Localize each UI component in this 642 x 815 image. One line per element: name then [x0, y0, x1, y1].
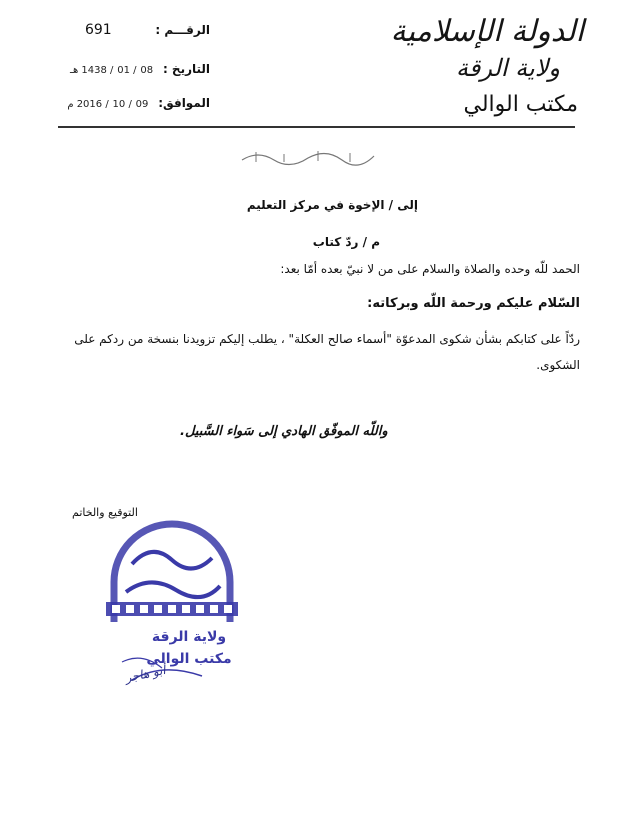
org-name-heading: الدولة الإسلامية: [390, 14, 584, 49]
opening-praise: الحمد للّه وحده والصلاة والسلام على من لا نبيّ بعده أمّا بعد:: [280, 262, 580, 276]
gregorian-date-label: الموافق:: [158, 96, 210, 110]
stamp-office-text: [114, 626, 264, 670]
stamp-province: ولاية الرقة: [151, 629, 227, 645]
body-paragraph: ردّاً على كتابكم بشأن شكوى المدعوّة "أسماء صالح العكلة" ، يطلب إليكم تزويدنا بنسخة من ردكم على الشكوى.: [74, 332, 580, 372]
hijri-year: 1438 هـ: [70, 65, 107, 76]
hijri-month: 01: [117, 65, 130, 76]
hijri-date-label: التاريخ :: [162, 62, 210, 76]
gregorian-year: 2016 م: [67, 99, 103, 110]
gregorian-date-row: الموافق: 09 / 10 / 2016 م: [67, 96, 210, 110]
signatory-name: أبو هاجر: [123, 662, 167, 686]
office-heading: مكتب الوالي: [463, 92, 578, 117]
reference-row: [60, 22, 210, 38]
subject-line: م / ردّ كتاب: [312, 235, 380, 249]
gregorian-day: 09: [135, 99, 149, 110]
greeting-line: السّلام عليكم ورحمة اللّه وبركاته:: [367, 296, 580, 311]
signature-label: التوقيع والخاتم: [72, 506, 138, 519]
gregorian-month: 10: [112, 99, 126, 110]
reference-label: الرقـــم :: [155, 23, 210, 37]
province-heading: ولاية الرقة: [455, 54, 560, 82]
closing-line: واللّه الموفّق الهادي إلى سَواء السَّبيل.: [180, 424, 388, 439]
addressee-line: إلى / الإخوة في مركز التعليم: [246, 198, 418, 212]
hijri-date-row: التاريخ : 08 / 01 / 1438 هـ: [70, 62, 210, 76]
header-divider: [58, 126, 575, 128]
reference-number: 691: [84, 22, 112, 38]
hijri-day: 08: [140, 65, 154, 76]
basmala-calligraphy: [238, 146, 378, 168]
stamp-office: مكتب الوالي: [146, 651, 232, 667]
